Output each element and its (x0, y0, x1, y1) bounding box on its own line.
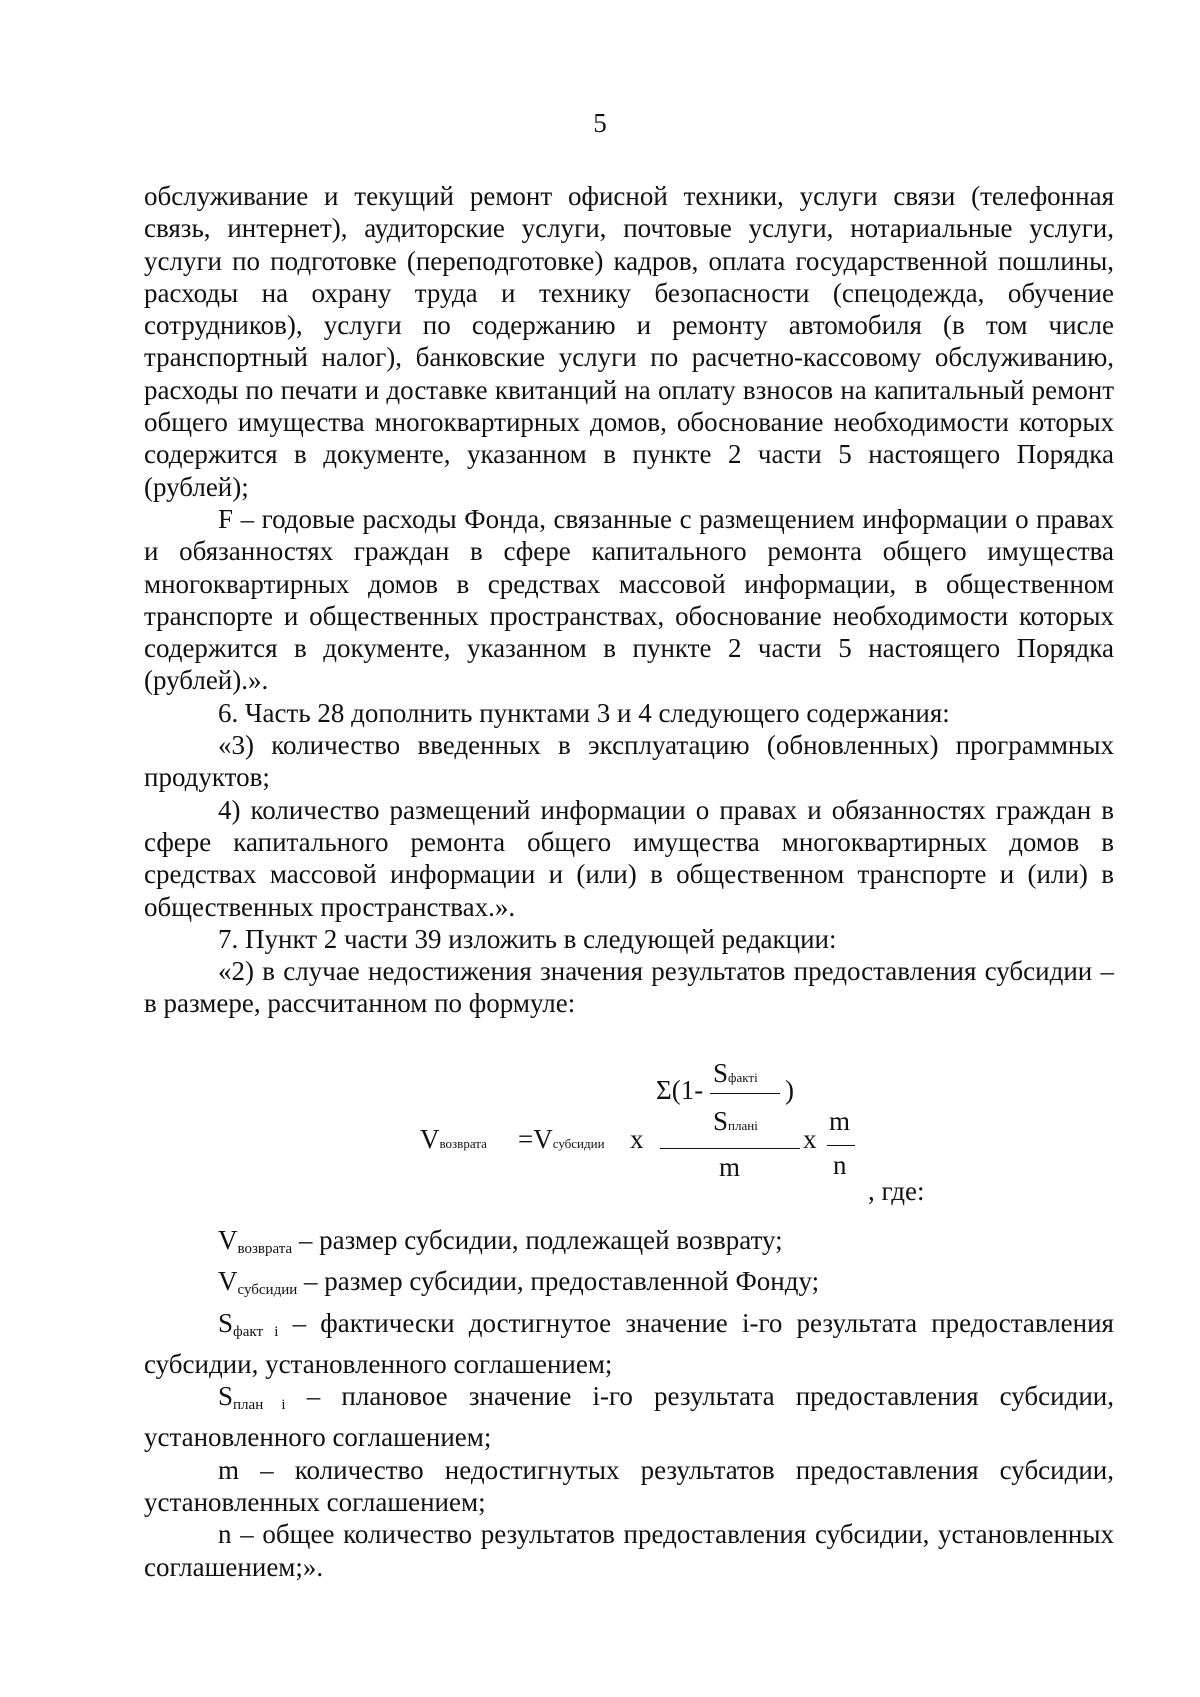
definition-m (144, 1454, 1114, 1519)
paragraph-f-definition: F – годовые расходы Фонда, связанные с размещением информации о правах и обязанностях граждан в сфере капитального ремонта общего имущества многоквартирных домов в средствах массовой информации, в общественном транспорте и общественных пространствах, обоснование необходимости которых содержится в документе, указанном в пункте 2 части 5 настоящего Порядка (рублей).». (144, 503, 1114, 696)
definition-symbol: V (218, 1225, 238, 1255)
paragraph-item-7: 7. Пункт 2 части 39 изложить в следующей редакции: (218, 923, 837, 954)
formula-v-subsidy (518, 1124, 605, 1155)
definitions (144, 1224, 1114, 1583)
definition-text: – размер субсидии, подлежащей возврату; (292, 1225, 783, 1255)
definition-text: – общее количество результатов предоставления субсидии, установленных соглашением;». (144, 1519, 1114, 1582)
paragraph-point-2: «2) в случае недостижения значения результатов предоставления субсидии – в размере, рассчитанном по формуле: (144, 956, 1114, 1019)
formula-v-return (420, 1124, 487, 1155)
definition-v-return (144, 1224, 1114, 1265)
formula-s-symbol: S (713, 1106, 729, 1136)
paragraph-point-4: 4) количество размещений информации о правах и обязанностях граждан в сфере капитального ремонта общего имущества многоквартирных домов в средствах массовой информации и (или) в общественном транспорте и (или) в общественных пространствах.». (144, 794, 1114, 922)
formula-times-1: x (630, 1124, 644, 1154)
formula-s-symbol: S (713, 1058, 729, 1088)
paragraph-point-3: «3) количество введенных в эксплуатацию (обновленных) программных продуктов; (144, 730, 1114, 793)
definition-text: – плановое значение i-го результата предоставления субсидии, установленного соглашением; (144, 1381, 1114, 1453)
formula-equals-v: =V (518, 1124, 553, 1154)
formula-inner-fraction-bar (710, 1093, 780, 1094)
definition-subscript: субсидии (237, 1282, 298, 1299)
formula-m-numerator: m (829, 1106, 851, 1136)
definition-v-subsidy (144, 1265, 1114, 1306)
formula-v-symbol: V (420, 1124, 440, 1154)
formula-main-fraction-bar (660, 1148, 800, 1149)
formula-s-plan (713, 1106, 758, 1137)
formula-close-paren: ) (785, 1075, 794, 1105)
definition-text: – фактически достигнутое значение i-го результата предоставления субсидии, установленного соглашением; (144, 1307, 1114, 1379)
definition-symbol: V (218, 1266, 238, 1297)
definition-symbol: S (218, 1307, 234, 1338)
paragraph-expenses-continued: обслуживание и текущий ремонт офисной техники, услуги связи (телефонная связь, интернет), аудиторские услуги, почтовые услуги, нотариальные услуги, услуги по подготовке (переподготовке) кадров, оплата государственной пошлины, расходы на охрану труда и технику безопасности (спецодежда, обучение сотрудников), услуги по содержанию и ремонту автомобиля (в том числе транспортный налог), банковские услуги по расчетно-кассовому обслуживанию, расходы по печати и доставке квитанций на оплату взносов на капитальный ремонт общего имущества многоквартирных домов, обоснование необходимости которых содержится в документе, указанном в пункте 2 части 5 настоящего Порядка (рублей); (144, 181, 1114, 502)
definition-s-plan (144, 1380, 1114, 1454)
formula-s-fact (713, 1058, 758, 1089)
definition-symbol: S (218, 1381, 234, 1412)
formula-sigma-open: Σ(1- (656, 1075, 704, 1105)
formula-sub-fact: факт (728, 1070, 755, 1085)
formula-times-2: x (803, 1124, 817, 1154)
formula-m-n-fraction-bar (827, 1145, 855, 1146)
formula-where: , где: (868, 1176, 925, 1206)
formula-denominator-m: m (719, 1152, 741, 1182)
paragraph-item-6: 6. Часть 28 дополнить пунктами 3 и 4 следующего содержания: (218, 697, 950, 728)
definition-symbol: m (218, 1454, 240, 1485)
definition-s-fact (144, 1307, 1114, 1381)
formula-n-denominator: n (833, 1150, 847, 1180)
definition-symbol: n (218, 1519, 232, 1550)
page-number: 5 (593, 108, 607, 138)
formula-sub-subsidy: субсидии (552, 1136, 605, 1151)
definition-subscript: возврата (237, 1241, 293, 1257)
formula-sub-return: возврата (439, 1136, 487, 1151)
formula-sub-i: i (754, 1070, 758, 1085)
definition-subscript: план i (233, 1397, 286, 1414)
definition-text: – количество недостигнутых результатов предоставления субсидии, установленных соглашением; (144, 1454, 1114, 1518)
definition-subscript: факт i (233, 1323, 279, 1340)
body-text (144, 180, 1114, 1020)
definition-text: – размер субсидии, предоставленной Фонду; (297, 1266, 820, 1297)
definition-n (144, 1518, 1114, 1583)
formula-sub-plan: план (728, 1118, 755, 1133)
formula-sub-i: i (754, 1118, 758, 1133)
